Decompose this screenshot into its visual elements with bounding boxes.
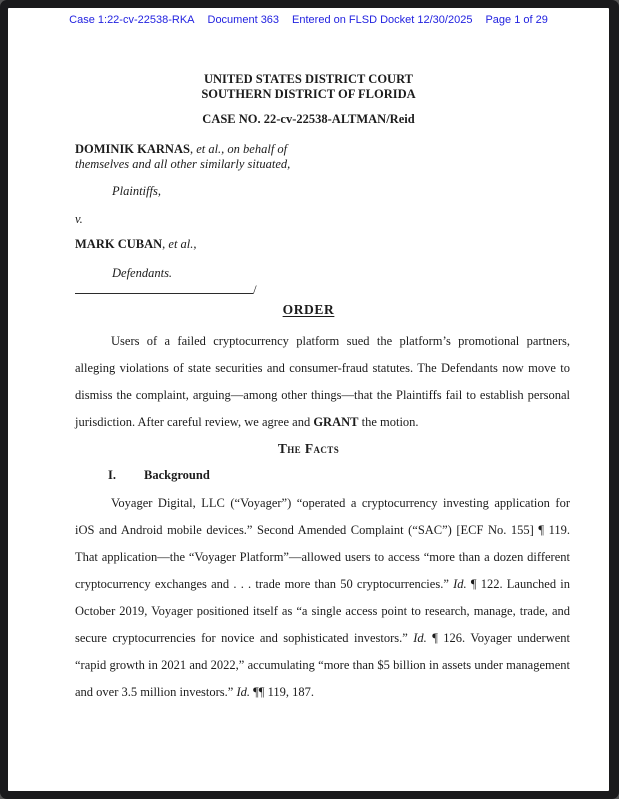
case-caption xyxy=(75,142,609,299)
versus: v. xyxy=(75,212,83,226)
court-name: UNITED STATES DISTRICT COURT xyxy=(204,72,413,86)
plaintiffs-designation: Plaintiffs, xyxy=(112,184,161,198)
plaintiff-name-line: DOMINIK KARNAS, et al., on behalf of xyxy=(75,142,288,156)
section-title: Background xyxy=(144,468,210,482)
order-heading: ORDER xyxy=(282,302,335,317)
order-intro-paragraph: Users of a failed cryptocurrency platform sued the platform’s promotional partners, alleging violations of state securities and consumer-fraud statutes. The Defendants now move to dismiss the complaint, arguing—among other things—that the Plaintiffs fail to establish personal jurisdiction. After careful review, we agree and GRANT the motion. xyxy=(75,334,570,429)
document-page xyxy=(8,8,609,791)
defendant-name-line: MARK CUBAN, et al., xyxy=(75,237,197,251)
defendants-designation: Defendants. xyxy=(112,266,173,280)
case-number: CASE NO. 22-cv-22538-ALTMAN/Reid xyxy=(202,112,415,126)
district-name: SOUTHERN DISTRICT OF FLORIDA xyxy=(201,86,416,101)
caption-separator xyxy=(75,281,609,299)
docket-stamp: Case 1:22-cv-22538-RKA Document 363 Entered on FLSD Docket 12/30/2025 Page 1 of 29 xyxy=(69,14,548,26)
court-header xyxy=(8,72,609,101)
background-paragraph: Voyager Digital, LLC (“Voyager”) “operated a cryptocurrency investing application for iOS and Android mobile devices.” Second Amended Complaint (“SAC”) [ECF No. 155] ¶ 119. That application—the “Voyager Platform”—allowed users to access “more than a dozen different cryptocurrency exchanges and . . . trade more than 50 cryptocurrencies.” Id. ¶ 122. Launched in October 2019, Voyager positioned itself as “a single access point to research, manage, trade, and secure cryptocurrencies for novice and sophisticated investors.” Id. ¶ 126. Voyager underwent “rapid growth in 2021 and 2022,” accumulating “more than $5 billion in assets under management and over 3.5 million investors.” Id. ¶¶ 119, 187. xyxy=(75,496,571,699)
section-number: I. xyxy=(108,468,116,482)
plaintiff-description-line: themselves and all other similarly situated, xyxy=(75,157,291,171)
separator-slash: / xyxy=(253,282,257,297)
separator-line xyxy=(75,281,253,294)
section-heading-background xyxy=(108,467,609,484)
facts-heading: The Facts xyxy=(277,441,340,456)
